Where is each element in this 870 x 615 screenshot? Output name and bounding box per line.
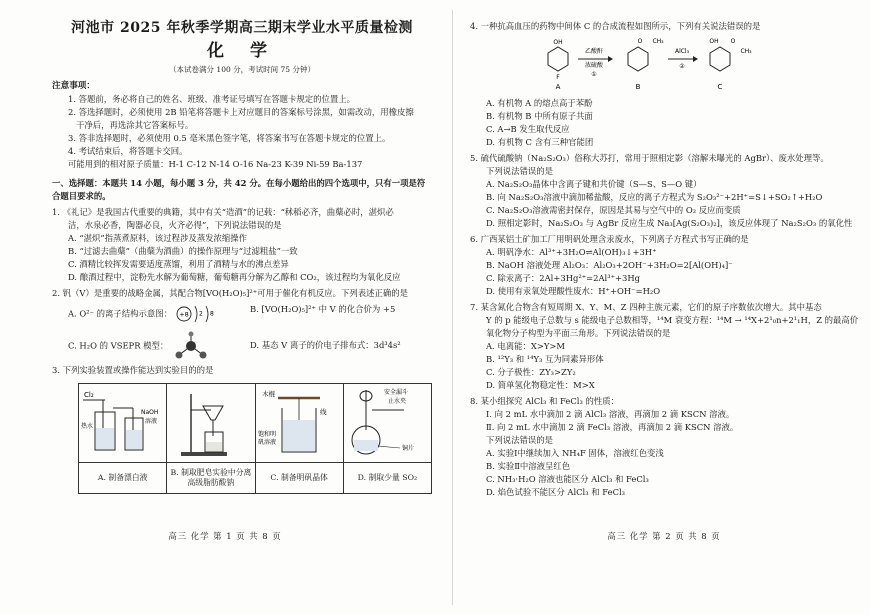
option-d: D. 使用有汞氧处理酸性废水：H⁺+OH⁻=H₂O (486, 286, 661, 297)
option-a: A. O²⁻ 的离子结构示意图： +8 2 8 (68, 303, 250, 325)
synthesis-route-diagram (528, 35, 758, 91)
note-item: 4. 考试结束后，将答题卡交回。 (68, 146, 188, 157)
page-footer: 高三 化学 第 1 页 共 8 页 (168, 530, 282, 541)
option-a: A. “湛炽”指蒸煮原料，该过程涉及蒸发浓缩操作 (68, 233, 248, 244)
note-item: 3. 答非选择题时，必须使用 0.5 毫米黑色签字笔，将答案书写在答题卡规定的位置上。 (68, 133, 391, 144)
svg-text:O: O (637, 38, 643, 46)
svg-text:C: C (717, 83, 723, 92)
experiment-step-2: Ⅱ. 向 2 mL 水中滴加 2 滴 FeCl₃ 溶液，再滴加 2 滴 KSCN 溶液。 (486, 422, 739, 433)
svg-text:8: 8 (209, 310, 214, 318)
svg-text:Cl₂: Cl₂ (84, 391, 94, 400)
question-6 (470, 233, 860, 298)
paper-note: （本试卷满分 100 分，考试时间 75 分钟） (169, 65, 315, 75)
svg-text:NaOH: NaOH (141, 409, 159, 417)
question-1 (52, 206, 432, 284)
question-8-stem: 8. 某小组探究 AlCl₃ 和 FeCl₃ 的性质： (470, 396, 619, 407)
question-3-stem: 3. 下列实验装置或操作能达到实验目的的是 (52, 365, 214, 376)
apparatus-c-figure (255, 384, 343, 463)
question-2 (52, 287, 432, 361)
apparatus-d-figure (343, 384, 431, 463)
experiment-step-1: Ⅰ. 向 2 mL 水中滴加 2 滴 AlCl₃ 溶液，再滴加 2 滴 KSCN 溶液。 (486, 409, 735, 420)
question-1-stem: 1. 《礼记》是我国古代重要的典籍，其中有关“造酒”的记载：“秫稻必齐，曲蘖必时，湛炽必 (52, 207, 394, 218)
question-2-stem: 2. 钒（V）是重要的战略金属，其配合物[VO(H₂O)₅]²⁺可用于催化有机反应。下列表述正确的是 (52, 288, 408, 299)
option-c: C. 分子极性：ZY₃>ZY₂ (486, 367, 576, 378)
option-b: B. NaOH 溶液处理 Al₂O₃：Al₂O₃+2OH⁻+3H₂O=2[Al(OH)₄]⁻ (486, 260, 733, 271)
option-b: B. 实验Ⅱ中溶液呈红色 (486, 461, 571, 472)
svg-text:2: 2 (198, 310, 203, 318)
option-c: C. 制备明矾晶体 (255, 463, 343, 494)
exam-page-2 (458, 0, 870, 615)
question-5-stem: 5. 硫代硫酸钠（Na₂S₂O₃）俗称大苏打，常用于照相定影（溶解未曝光的 AgBr）、废水处理等。 (470, 153, 829, 164)
option-a: A. 实验Ⅰ中继续加入 NH₄F 固体，溶液红色变浅 (486, 448, 664, 459)
svg-text:热水: 热水 (81, 423, 94, 431)
option-b: B. “过滤去曲蘖”（曲蘖为酒曲）的操作原理与“过滤粗盐”一致 (68, 246, 298, 257)
option-b: B. 有机物 B 中所有原子共面 (486, 111, 593, 122)
svg-text:+8: +8 (178, 310, 189, 319)
svg-text:B: B (635, 83, 641, 92)
svg-text:浓硫酸: 浓硫酸 (584, 62, 604, 70)
question-3 (52, 364, 432, 494)
option-a: A. 有机物 A 的熔点高于苯酚 (486, 98, 593, 109)
svg-text:安全漏斗: 安全漏斗 (383, 389, 408, 397)
question-7-stem: 7. 某含氮化合物含有短周期 X、Y、M、Z 四种主族元素，它们的原子序数依次增大。其中基态 (470, 302, 822, 313)
so2-generation-apparatus (344, 384, 430, 462)
option-c: C. A→B 发生取代反应 (486, 124, 570, 135)
svg-text:A: A (555, 83, 561, 92)
notes-heading: 注意事项： (52, 80, 95, 91)
apparatus-table (78, 383, 432, 494)
option-d: D. 制取少量 SO₂ (343, 463, 431, 494)
svg-text:矾溶液: 矾溶液 (257, 439, 276, 447)
question-7-stem-cont: Y 的 p 能级电子总数与 s 能级电子总数相等，¹⁴M 衰变方程：¹⁴M → ¹⁴X+2¹₀n+2¹₁H，Z 的最高价 (486, 315, 859, 326)
option-c: C. NH₃·H₂O 溶液也能区分 AlCl₃ 和 FeCl₃ (486, 474, 649, 485)
atomic-masses: 可能用到的相对原子质量：H-1 C-12 N-14 O-16 Na-23 K-39 Ni-59 Ba-137 (68, 159, 363, 170)
exam-title: 河池市 2025 年秋季学期高三期末学业水平质量检测 (71, 20, 413, 36)
option-c: C. Na₂S₂O₃溶液需密封保存，原因是其易与空气中的 O₂ 反应而变质 (486, 205, 741, 216)
question-5 (470, 152, 860, 230)
svg-text:OH: OH (553, 39, 563, 47)
apparatus-b-figure (167, 384, 255, 463)
note-item: 2. 答选择题时，必须使用 2B 铅笔将答题卡上对应题目的答案标号涂黑，如需改动，用橡皮擦 (68, 106, 414, 117)
option-d: D. 基态 V 离子的价电子排布式：3d³4s² (250, 340, 401, 351)
ion-structure-diagram (175, 303, 221, 325)
option-d: D. 酿酒过程中，淀粉先水解为葡萄糖，葡萄糖再分解为乙醇和 CO₂，该过程均为氧化反应 (68, 272, 401, 283)
option-b: B. 向 Na₂S₂O₃溶液中滴加稀盐酸，反应的离子方程式为 S₂O₃²⁻+2H⁺=S↓+SO₂↑+H₂O (486, 192, 823, 203)
question-5-stem-cont: 下列说法错误的是 (486, 166, 553, 177)
svg-text:溶液: 溶液 (145, 418, 158, 426)
question-4-stem: 4. 一种抗高血压的药物中间体 C 的合成流程如图所示，下列有关说法错误的是 (470, 21, 761, 31)
option-a: A. 制备漂白液 (79, 463, 167, 494)
svg-text:②: ② (679, 63, 685, 71)
option-d: D. 焰色试验不能区分 AlCl₃ 和 FeCl₃ (486, 487, 626, 498)
gas-absorption-apparatus (79, 384, 165, 462)
section-1-heading: 一、选择题：本题共 14 小题，每小题 3 分，共 42 分。在每小题给出的四个选项中，只有一项是符合题目要求的。 (52, 178, 426, 202)
svg-text:乙酸酐: 乙酸酐 (584, 48, 604, 56)
svg-text:线: 线 (319, 408, 326, 417)
svg-text:CH₃: CH₃ (652, 38, 664, 46)
exam-subject: 化 学 (207, 40, 277, 61)
page-divider (452, 10, 453, 605)
svg-text:CH₃: CH₃ (740, 48, 752, 56)
option-a: A. 电离能：X>Y>M (486, 341, 565, 352)
svg-text:OH: OH (709, 38, 719, 46)
question-8-sub-stem: 下列说法错误的是 (486, 435, 553, 446)
page-footer: 高三 化学 第 2 页 共 8 页 (607, 530, 721, 541)
apparatus-a-figure (79, 384, 167, 463)
vsepr-model-diagram (171, 331, 211, 361)
svg-text:①: ① (591, 71, 597, 79)
note-item: 1. 答题前，务必将自己的姓名、班级、准考证号填写在答题卡规定的位置上。 (68, 93, 356, 104)
svg-text:铜片: 铜片 (401, 445, 414, 453)
question-1-stem-cont: 洁，水泉必香，陶器必良，火齐必得”，下列说法错误的是 (68, 220, 282, 231)
note-item: 干净后，再选涂其它答案标号。 (76, 120, 194, 130)
svg-text:F: F (556, 74, 560, 82)
question-4 (470, 20, 860, 149)
option-c: C. H₂O 的 VSEPR 模型： (68, 331, 250, 361)
option-a: A. Na₂S₂O₃晶体中含离子键和共价键（S—S、S—O 键） (486, 179, 702, 190)
option-d: D. 有机物 C 含有三种官能团 (486, 137, 594, 148)
option-c: C. 酒精比较挥发需要适度蒸馏，利用了酒精与水的沸点差异 (68, 259, 289, 270)
option-b: B. 制取肥皂实验中分离高级脂肪酸钠 (167, 463, 255, 494)
svg-text:止水夹: 止水夹 (387, 398, 406, 406)
option-a: A. 明矾净水：Al³⁺+3H₂O⇌Al(OH)₃↓+3H⁺ (486, 247, 657, 258)
crystal-growth-apparatus (256, 384, 342, 462)
svg-text:O: O (730, 38, 736, 46)
question-7 (470, 301, 860, 392)
svg-text:饱和明: 饱和明 (257, 431, 276, 439)
question-7-stem-cont: 氧化物分子构型为平面三角形。下列说法错误的是 (486, 328, 671, 339)
question-6-stem: 6. 广西某铝土矿加工厂用明矾处理含汞废水，下列离子方程式书写正确的是 (470, 234, 749, 245)
option-c: C. 除汞离子：2Al+3Hg²⁺=2Al³⁺+3Hg (486, 273, 641, 284)
option-b: B. ¹²Y₃ 和 ¹⁴Y₃ 互为同素异形体 (486, 354, 604, 365)
svg-text:木棍: 木棍 (261, 390, 275, 399)
option-b: B. [VO(H₂O)₅]²⁺ 中 V 的化合价为 +5 (250, 304, 396, 315)
question-8 (470, 395, 860, 499)
svg-text:AlCl₃: AlCl₃ (674, 48, 690, 56)
filtration-apparatus (167, 384, 253, 462)
option-d: D. 照相定影时，Na₂S₂O₃ 与 AgBr 反应生成 Na₃[Ag(S₂O₃)₂]，该反应体现了 Na₂S₂O₃ 的氧化性 (486, 218, 853, 229)
option-d: D. 简单氢化物稳定性：M>X (486, 380, 595, 391)
